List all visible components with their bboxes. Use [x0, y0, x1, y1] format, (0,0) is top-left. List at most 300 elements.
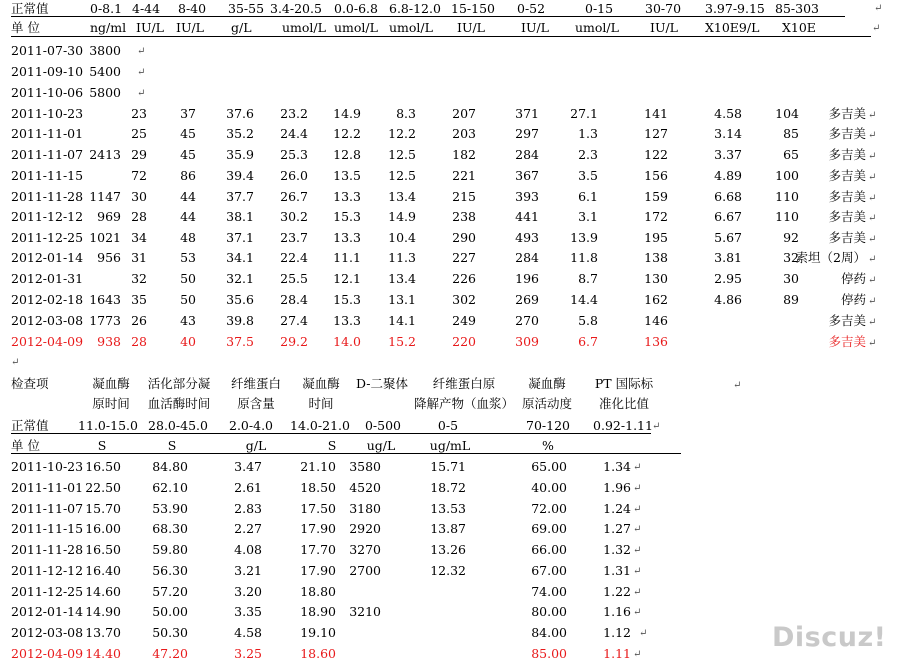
cell-value: 23.7: [280, 230, 308, 245]
header-line1: 纤维蛋白原: [432, 376, 496, 391]
cell-value: 159: [644, 189, 668, 204]
cell-value: 371: [515, 106, 539, 121]
cell-value: 393: [515, 189, 539, 204]
paragraph-mark: ↵: [872, 23, 881, 34]
row-date: 2012-04-09: [11, 334, 84, 349]
cell-value: 156: [644, 168, 668, 183]
treatment-note: 多吉美: [828, 230, 866, 245]
treatment-note: 索坦（2周）: [795, 250, 866, 265]
cell-value: 290: [452, 230, 476, 245]
cell-value: 207: [452, 106, 476, 121]
cell-value: 297: [515, 126, 539, 141]
paragraph-mark: ↵: [868, 130, 877, 141]
normal-value-2: 14.0-21.0: [290, 418, 350, 433]
row-date: 2012-01-31: [11, 271, 84, 286]
normal-value: 6.8-12.0: [389, 1, 441, 16]
cell-value: 39.8: [226, 313, 254, 328]
unit-value-2: ug/mL: [429, 438, 471, 453]
unit-value: X10E: [782, 20, 816, 35]
row-date-2: 2012-04-09: [11, 646, 84, 661]
row-date: 2012-02-18: [11, 292, 84, 307]
cell-value: 249: [452, 313, 476, 328]
cell-value: 22.4: [280, 250, 308, 265]
cell-value: 138: [644, 250, 668, 265]
row-date-2: 2011-11-01: [11, 480, 84, 495]
cell-value: 4.58: [714, 106, 742, 121]
cell-value: 227: [452, 250, 476, 265]
cell-value: 48: [180, 230, 196, 245]
cell-value-2: 1.16: [603, 604, 631, 619]
cell-value: 43: [180, 313, 196, 328]
cell-value: 40: [180, 334, 196, 349]
cell-value: 35: [131, 292, 147, 307]
cell-value: 1147: [89, 189, 121, 204]
header-line2: 时间: [308, 396, 334, 411]
cell-value-2: 3270: [349, 542, 381, 557]
paragraph-mark: ↵: [633, 566, 642, 577]
cell-value: 31: [131, 250, 147, 265]
rule-line: [11, 453, 681, 454]
cell-value: 493: [515, 230, 539, 245]
cell-value: 32.1: [226, 271, 254, 286]
cell-value: 26: [131, 313, 147, 328]
cell-value: 32: [783, 250, 799, 265]
cell-value: 26.0: [280, 168, 308, 183]
cell-value-2: 15.71: [430, 459, 466, 474]
cell-value: 104: [775, 106, 799, 121]
cell-value: 23: [131, 106, 147, 121]
normal-value: 85-303: [775, 1, 819, 16]
cell-value-2: 1.11: [603, 646, 631, 661]
header-line1: PT 国际标: [594, 376, 654, 391]
cell-value: 203: [452, 126, 476, 141]
cell-value-2: 21.10: [300, 459, 336, 474]
paragraph-mark: ↵: [652, 421, 661, 432]
cell-value: 13.3: [333, 230, 361, 245]
normal-label: 正常值: [11, 1, 49, 16]
cell-value-2: 14.60: [85, 584, 121, 599]
cell-value-2: 3180: [349, 501, 381, 516]
cell-value: 35.6: [226, 292, 254, 307]
cell-value: 3.37: [714, 147, 742, 162]
cell-value: 45: [180, 147, 196, 162]
cell-value-2: 13.70: [85, 625, 121, 640]
cell-value-2: 2.27: [234, 521, 262, 536]
cell-value: 14.0: [333, 334, 361, 349]
normal-value-2: 28.0-45.0: [148, 418, 208, 433]
cell-value-2: 62.10: [152, 480, 188, 495]
cell-value: 3.81: [714, 250, 742, 265]
cell-value-2: 3.35: [234, 604, 262, 619]
cell-value-2: 1.31: [603, 563, 631, 578]
cell-value: 284: [515, 250, 539, 265]
unit-value: X10E9/L: [705, 20, 760, 35]
cell-value: 28.4: [280, 292, 308, 307]
cell-value: 13.3: [333, 313, 361, 328]
cell-value: 15.3: [333, 292, 361, 307]
cell-value: 8.7: [578, 271, 598, 286]
cell-value-2: 47.20: [152, 646, 188, 661]
normal-value: 15-150: [451, 1, 495, 16]
paragraph-mark: ↵: [868, 296, 877, 307]
cell-value-2: 13.26: [430, 542, 466, 557]
cell-value-2: 3.25: [234, 646, 262, 661]
normal-value-2: 70-120: [526, 418, 570, 433]
cell-value: 37: [180, 106, 196, 121]
unit-value-2: S: [167, 438, 177, 453]
treatment-note: 多吉美: [828, 209, 866, 224]
header-line1: 凝血酶: [302, 376, 340, 391]
unit-value: IU/L: [176, 20, 204, 35]
unit-value: umol/L: [389, 20, 433, 35]
cell-value: 72: [131, 168, 147, 183]
cell-value: 44: [180, 209, 196, 224]
cell-value: 86: [180, 168, 196, 183]
normal-value-2: 2.0-4.0: [229, 418, 273, 433]
cell-value: 14.9: [388, 209, 416, 224]
paragraph-mark: ↵: [874, 3, 883, 14]
paragraph-mark: ↵: [633, 587, 642, 598]
cell-value-2: 3.20: [234, 584, 262, 599]
cell-value: 25.5: [280, 271, 308, 286]
cell-value: 85: [783, 126, 799, 141]
paragraph-mark: ↵: [633, 462, 642, 473]
cell-value: 25.3: [280, 147, 308, 162]
normal-value-2: 0-500: [364, 418, 402, 433]
cell-value: 28: [131, 209, 147, 224]
cell-value-2: 16.40: [85, 563, 121, 578]
normal-value-2: 11.0-15.0: [78, 418, 138, 433]
cell-value: 956: [97, 250, 121, 265]
cell-value-2: 14.90: [85, 604, 121, 619]
cell-value-2: 1.24: [603, 501, 631, 516]
row-date-2: 2012-03-08: [11, 625, 84, 640]
paragraph-mark: ↵: [868, 338, 877, 349]
row-date: 2011-10-06: [11, 85, 84, 100]
unit-value-2: S: [327, 438, 337, 453]
cell-value: 38.1: [226, 209, 254, 224]
cell-value: 12.8: [333, 147, 361, 162]
row-date: 2011-12-12: [11, 209, 84, 224]
unit-label: 单 位: [11, 20, 40, 35]
cell-value: 12.5: [388, 147, 416, 162]
cell-value: 13.4: [388, 271, 416, 286]
paragraph-mark: ↵: [633, 504, 642, 515]
rule-line: [11, 16, 845, 17]
cell-value: 226: [452, 271, 476, 286]
treatment-note: 多吉美: [828, 106, 866, 121]
paragraph-mark: ↵: [633, 545, 642, 556]
cell-value: 11.8: [570, 250, 598, 265]
cell-value-2: 84.00: [531, 625, 567, 640]
cell-value: 27.4: [280, 313, 308, 328]
cell-value-2: 18.50: [300, 480, 336, 495]
cell-value-2: 80.00: [531, 604, 567, 619]
row-date: 2011-12-25: [11, 230, 84, 245]
cell-value: 220: [452, 334, 476, 349]
cell-value: 29.2: [280, 334, 308, 349]
cell-value: 172: [644, 209, 668, 224]
cell-value-2: 1.27: [603, 521, 631, 536]
cell-value: 130: [644, 271, 668, 286]
cell-value: 53: [180, 250, 196, 265]
cell-value: 238: [452, 209, 476, 224]
cell-value: 136: [644, 334, 668, 349]
cell-value: 146: [644, 313, 668, 328]
cell-value: 5.67: [714, 230, 742, 245]
cell-value-2: 74.00: [531, 584, 567, 599]
normal-value: 0-8.1: [90, 1, 123, 16]
cell-value-2: 1.34: [603, 459, 631, 474]
cell-value-2: 2.83: [234, 501, 262, 516]
cell-value: 23.2: [280, 106, 308, 121]
cell-value: 284: [515, 147, 539, 162]
row-date-2: 2011-11-07: [11, 501, 84, 516]
cell-value: 367: [515, 168, 539, 183]
row-date-2: 2011-12-12: [11, 563, 84, 578]
cell-value: 122: [644, 147, 668, 162]
paragraph-mark: ↵: [633, 607, 642, 618]
cell-value-2: 4520: [349, 480, 381, 495]
cell-value: 28: [131, 334, 147, 349]
normal-value: 4-44: [132, 1, 161, 16]
cell-value: 13.4: [388, 189, 416, 204]
unit-value-2: %: [542, 438, 554, 453]
cell-value-2: 57.20: [152, 584, 188, 599]
row-date: 2011-09-10: [11, 64, 84, 79]
treatment-note: 多吉美: [828, 126, 866, 141]
cell-value: 2413: [89, 147, 121, 162]
unit-value: IU/L: [521, 20, 549, 35]
cell-value: 15.3: [333, 209, 361, 224]
unit-value: IU/L: [650, 20, 678, 35]
cell-value: 12.5: [388, 168, 416, 183]
cell-value: 221: [452, 168, 476, 183]
header-line1: D-二聚体: [356, 376, 408, 391]
paragraph-mark: ↵: [137, 46, 146, 57]
header-line2: 原时间: [92, 396, 130, 411]
cell-value-2: 84.80: [152, 459, 188, 474]
treatment-note: 多吉美: [828, 147, 866, 162]
cell-value: 34: [131, 230, 147, 245]
normal-value: 30-70: [645, 1, 682, 16]
cell-value: 44: [180, 189, 196, 204]
paragraph-mark: ↵: [868, 151, 877, 162]
cell-value-2: 50.00: [152, 604, 188, 619]
cell-value: 10.4: [388, 230, 416, 245]
cell-value: 1021: [89, 230, 121, 245]
cell-value: 37.1: [226, 230, 254, 245]
cell-value: 39.4: [226, 168, 254, 183]
unit-value: umol/L: [282, 20, 326, 35]
cell-value: 13.5: [333, 168, 361, 183]
cell-value: 182: [452, 147, 476, 162]
header-line2: 降解产物（血浆）: [413, 396, 515, 411]
cell-value: 14.9: [333, 106, 361, 121]
row-date: 2011-11-15: [11, 168, 84, 183]
cell-value-2: 68.30: [152, 521, 188, 536]
cell-value: 3.14: [714, 126, 742, 141]
row-date: 2011-07-30: [11, 43, 84, 58]
cell-value-2: 66.00: [531, 542, 567, 557]
normal-value: 35-55: [228, 1, 265, 16]
cell-value: 45: [180, 126, 196, 141]
cell-value: 8.3: [396, 106, 416, 121]
row-date: 2012-03-08: [11, 313, 84, 328]
cell-value: 269: [515, 292, 539, 307]
cell-value-2: 17.90: [300, 563, 336, 578]
cell-value-2: 13.87: [430, 521, 466, 536]
paragraph-mark: ↵: [868, 254, 877, 265]
paragraph-mark: ↵: [868, 317, 877, 328]
treatment-note: 多吉美: [828, 334, 866, 349]
cell-value: 2.95: [714, 271, 742, 286]
cell-value: 37.5: [226, 334, 254, 349]
cell-value-2: 53.90: [152, 501, 188, 516]
cell-value: 441: [515, 209, 539, 224]
cell-value: 26.7: [280, 189, 308, 204]
cell-value-2: 18.72: [430, 480, 466, 495]
cell-value: 196: [515, 271, 539, 286]
unit-value: g/L: [231, 20, 252, 35]
unit-label-2: 单 位: [11, 438, 40, 453]
cell-value: 34.1: [226, 250, 254, 265]
cell-value: 29: [131, 147, 147, 162]
cell-value-2: 14.40: [85, 646, 121, 661]
cell-value: 6.68: [714, 189, 742, 204]
normal-value: 0.0-6.8: [334, 1, 378, 16]
cell-value-2: 56.30: [152, 563, 188, 578]
cell-value-2: 17.90: [300, 521, 336, 536]
cell-value-2: 22.50: [85, 480, 121, 495]
cell-value-2: 2700: [349, 563, 381, 578]
cell-value-2: 2.61: [234, 480, 262, 495]
cell-value: 127: [644, 126, 668, 141]
cell-value: 5800: [89, 85, 121, 100]
cell-value: 11.1: [333, 250, 361, 265]
unit-value-2: S: [97, 438, 107, 453]
cell-value: 32: [131, 271, 147, 286]
cell-value-2: 3210: [349, 604, 381, 619]
cell-value: 35.9: [226, 147, 254, 162]
row-date: 2011-11-07: [11, 147, 84, 162]
cell-value: 1773: [89, 313, 121, 328]
cell-value-2: 40.00: [531, 480, 567, 495]
cell-value: 14.4: [570, 292, 598, 307]
paragraph-mark: ↵: [633, 483, 642, 494]
cell-value: 6.1: [578, 189, 598, 204]
cell-value-2: 85.00: [531, 646, 567, 661]
cell-value: 24.4: [280, 126, 308, 141]
paragraph-mark: ↵: [137, 67, 146, 78]
cell-value: 11.3: [388, 250, 416, 265]
cell-value-2: 18.80: [300, 584, 336, 599]
cell-value-2: 17.70: [300, 542, 336, 557]
cell-value: 6.67: [714, 209, 742, 224]
normal-value-2: 0-5: [437, 418, 459, 433]
cell-value: 27.1: [570, 106, 598, 121]
cell-value-2: 1.12: [603, 625, 631, 640]
paragraph-mark: ↵: [137, 88, 146, 99]
row-date-2: 2011-12-25: [11, 584, 84, 599]
cell-value-2: 13.53: [430, 501, 466, 516]
cell-value: 3.5: [578, 168, 598, 183]
header-line2: 原含量: [237, 396, 275, 411]
row-date: 2011-10-23: [11, 106, 84, 121]
cell-value: 4.86: [714, 292, 742, 307]
paragraph-mark: ↵: [733, 380, 742, 391]
paragraph-mark: ↵: [868, 275, 877, 286]
cell-value: 938: [97, 334, 121, 349]
cell-value-2: 2920: [349, 521, 381, 536]
normal-label-2: 正常值: [11, 418, 49, 433]
paragraph-mark: ↵: [868, 234, 877, 245]
cell-value: 162: [644, 292, 668, 307]
unit-value: umol/L: [575, 20, 619, 35]
normal-value-2: 0.92-1.11: [593, 418, 653, 433]
cell-value: 110: [775, 209, 799, 224]
row-date-2: 2011-10-23: [11, 459, 84, 474]
cell-value-2: 50.30: [152, 625, 188, 640]
cell-value: 13.3: [333, 189, 361, 204]
unit-value-2: g/L: [245, 438, 267, 453]
cell-value: 969: [97, 209, 121, 224]
cell-value-2: 65.00: [531, 459, 567, 474]
normal-value: 8-40: [178, 1, 207, 16]
normal-value: 3.4-20.5: [270, 1, 322, 16]
header-line2: 准化比值: [598, 396, 650, 411]
cell-value: 35.2: [226, 126, 254, 141]
cell-value: 5400: [89, 64, 121, 79]
cell-value: 50: [180, 271, 196, 286]
cell-value: 12.2: [388, 126, 416, 141]
paragraph-mark: ↵: [633, 524, 642, 535]
cell-value: 37.7: [226, 189, 254, 204]
discuz-watermark: Discuz!: [772, 622, 887, 653]
header-line2: 原活动度: [521, 396, 573, 411]
row-date-2: 2011-11-28: [11, 542, 84, 557]
treatment-note: 多吉美: [828, 168, 866, 183]
normal-value: 3.97-9.15: [705, 1, 765, 16]
cell-value-2: 3580: [349, 459, 381, 474]
rule-line: [11, 433, 651, 434]
cell-value: 5.8: [578, 313, 598, 328]
cell-value: 110: [775, 189, 799, 204]
cell-value-2: 59.80: [152, 542, 188, 557]
header-line1: 纤维蛋白: [230, 376, 282, 391]
cell-value: 25: [131, 126, 147, 141]
cell-value-2: 4.58: [234, 625, 262, 640]
row-date-2: 2011-11-15: [11, 521, 84, 536]
cell-value-2: 1.22: [603, 584, 631, 599]
cell-value: 37.6: [226, 106, 254, 121]
cell-value-2: 16.50: [85, 542, 121, 557]
paragraph-mark: ↵: [868, 110, 877, 121]
cell-value-2: 16.00: [85, 521, 121, 536]
normal-value: 0-15: [585, 1, 614, 16]
cell-value: 50: [180, 292, 196, 307]
cell-value: 13.1: [388, 292, 416, 307]
normal-value: 0-52: [517, 1, 546, 16]
cell-value: 215: [452, 189, 476, 204]
paragraph-mark: ↵: [868, 172, 877, 183]
cell-value: 92: [783, 230, 799, 245]
cell-value: 30: [783, 271, 799, 286]
cell-value-2: 19.10: [300, 625, 336, 640]
cell-value: 12.1: [333, 271, 361, 286]
cell-value-2: 16.50: [85, 459, 121, 474]
treatment-note: 多吉美: [828, 313, 866, 328]
